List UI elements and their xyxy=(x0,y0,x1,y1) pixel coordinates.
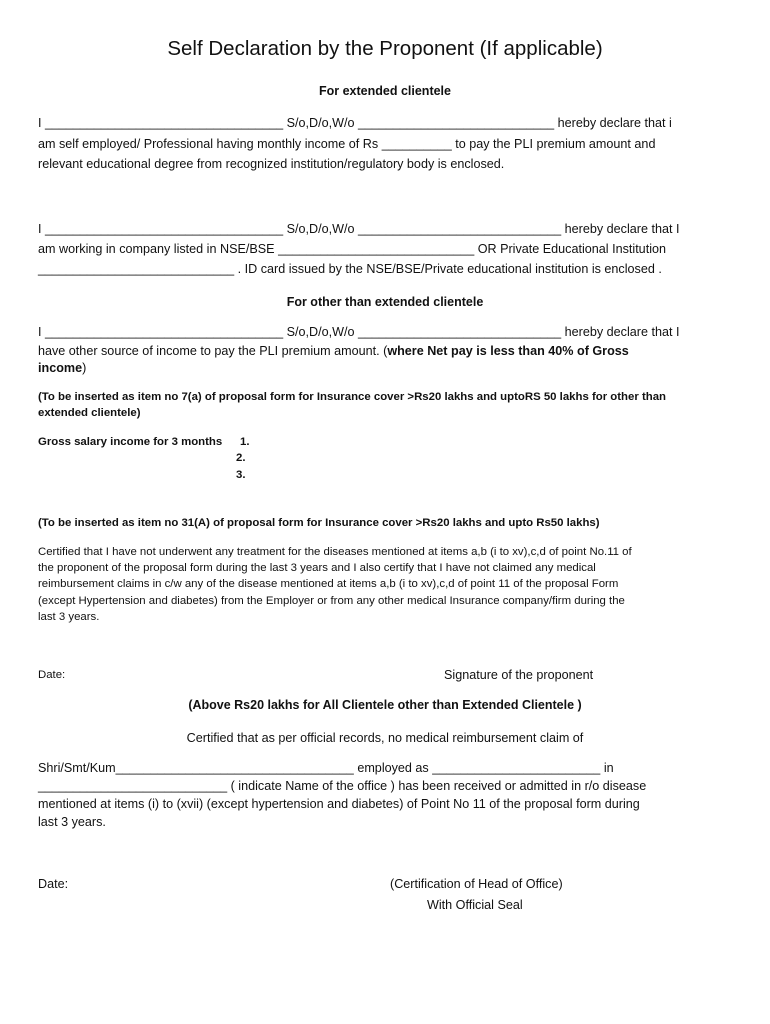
note-7a-line-2: extended clientele) xyxy=(38,407,141,419)
official-seal-label: With Official Seal xyxy=(427,898,523,912)
gross-salary-item-2: 2. xyxy=(236,452,246,464)
declaration-2-line-3: ____________________________ . ID card issued by the NSE/BSE/Private educational institution is enclosed . xyxy=(38,262,662,276)
gross-salary-label: Gross salary income for 3 months xyxy=(38,436,223,448)
net-pay-condition-end: income xyxy=(38,361,83,375)
date-label-2: Date: xyxy=(38,877,69,891)
declaration-2-line-2: am working in company listed in NSE/BSE ____________________________ OR Private Educational Institution xyxy=(38,242,666,256)
certified-line-4: (except Hypertension and diabetes) from the Employer or from any other medical Insurance company/firm during the xyxy=(38,595,625,607)
declaration-1-line-2: am self employed/ Professional having monthly income of Rs __________ to pay the PLI premium amount and xyxy=(38,137,656,151)
declaration-1-line-3: relevant educational degree from recognized institution/regulatory body is enclosed. xyxy=(38,157,505,171)
declaration-3-line-2 xyxy=(38,344,629,358)
declaration-3-line-1: I __________________________________ S/o,D/o,W/o _____________________________ hereby declare that I xyxy=(38,325,680,339)
shri-line-2: ___________________________ ( indicate Name of the office ) has been received or admitted in r/o disease xyxy=(38,779,647,793)
date-label-1: Date: xyxy=(38,669,66,681)
gross-salary-item-1: 1. xyxy=(240,436,250,448)
declaration-1-line-1: I __________________________________ S/o,D/o,W/o ____________________________ hereby declare that i xyxy=(38,116,672,130)
note-7a-line-1: (To be inserted as item no 7(a) of proposal form for Insurance cover >Rs20 lakhs and uptoRS 50 lakhs for other than xyxy=(38,391,666,403)
certified-line-5: last 3 years. xyxy=(38,611,100,623)
certified-line-1: Certified that I have not underwent any treatment for the diseases mentioned at items a,b (i to xv),c,d of point No.11 of xyxy=(38,546,632,558)
net-pay-condition: where Net pay is less than 40% of Gross xyxy=(387,344,629,358)
note-31a: (To be inserted as item no 31(A) of proposal form for Insurance cover >Rs20 lakhs and upto Rs50 lakhs) xyxy=(38,517,600,529)
section-heading-other: For other than extended clientele xyxy=(286,295,484,309)
declaration-2-line-1: I __________________________________ S/o,D/o,W/o _____________________________ hereby declare that I xyxy=(38,222,680,236)
certified-line-3: reimbursement claims in c/w any of the disease mentioned at items a,b (i to xv),c,d of point 11 of the proposal Form xyxy=(38,578,619,590)
shri-line-1: Shri/Smt/Kum__________________________________ employed as ________________________ in xyxy=(38,761,614,775)
declaration-3-line-3 xyxy=(38,361,86,375)
official-records-statement: Certified that as per official records, no medical reimbursement claim of xyxy=(186,731,584,745)
certified-line-2: the proponent of the proposal form during the last 3 years and I also certify that I have not claimed any medical xyxy=(38,562,596,574)
section-heading-extended: For extended clientele xyxy=(319,84,451,98)
closing-paren: ) xyxy=(82,361,87,375)
signature-label: Signature of the proponent xyxy=(444,668,594,682)
above-20-lakhs-heading: (Above Rs20 lakhs for All Clientele other than Extended Clientele ) xyxy=(188,698,582,712)
shri-line-4: last 3 years. xyxy=(38,815,106,829)
document-title: Self Declaration by the Proponent (If applicable) xyxy=(167,37,603,60)
gross-salary-item-3: 3. xyxy=(236,469,246,481)
certification-head-of-office: (Certification of Head of Office) xyxy=(390,877,563,891)
shri-line-3: mentioned at items (i) to (xvii) (except hypertension and diabetes) of Point No 11 of the proposal form during xyxy=(38,797,640,811)
declaration-3-line-2-text: have other source of income to pay the PLI premium amount. ( xyxy=(38,344,388,358)
